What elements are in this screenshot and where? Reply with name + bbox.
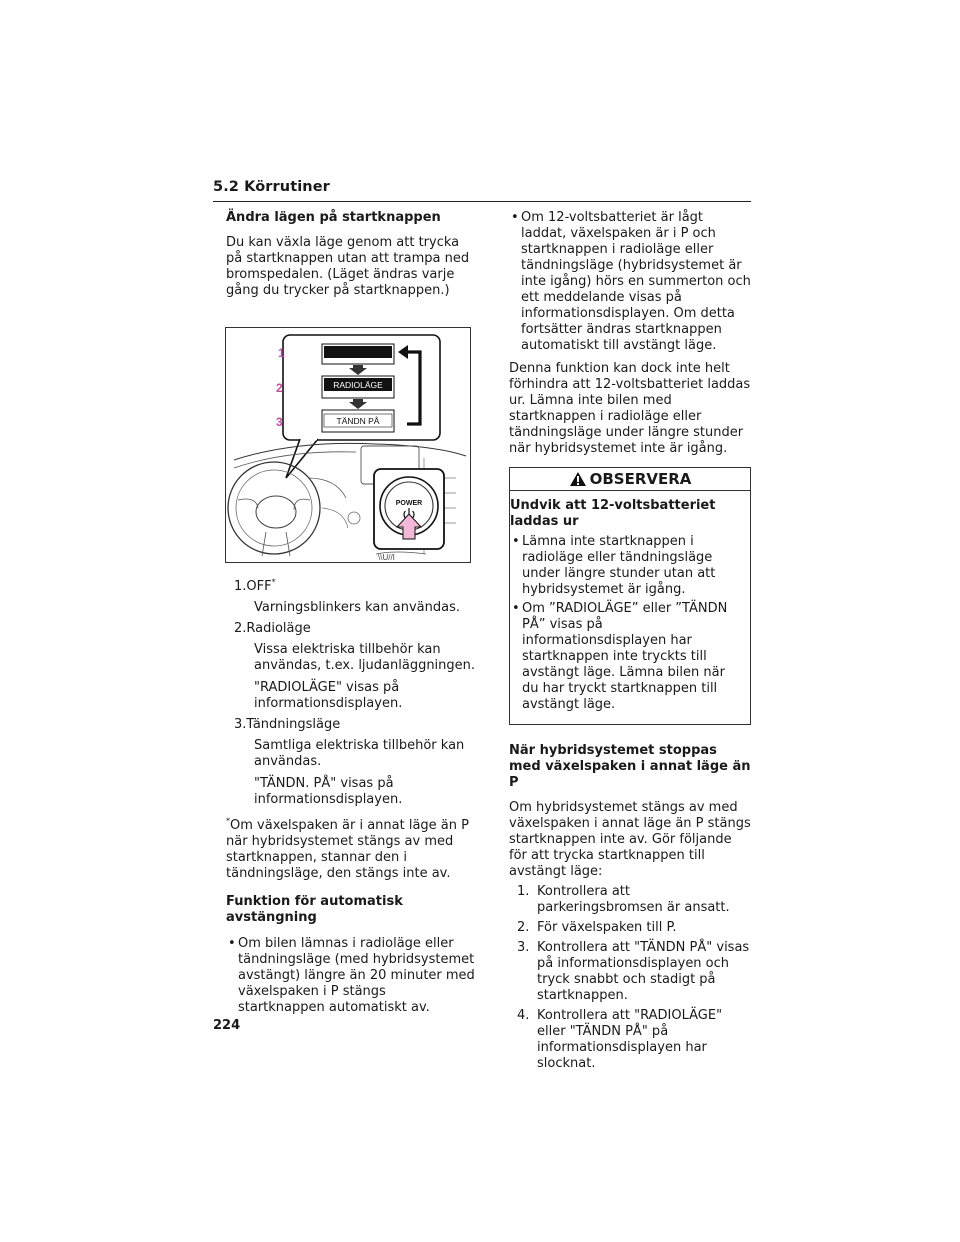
notice-bullet: • Lämna inte startknappen i radioläge eller tändningsläge under längre stunder utan att hybridsystemet är igång. bbox=[510, 534, 744, 598]
label-1: 1 bbox=[278, 346, 285, 360]
warning-icon bbox=[569, 471, 587, 487]
svg-text:\\U//I: \\U//I bbox=[378, 553, 395, 562]
notice-header bbox=[510, 468, 750, 491]
paragraph: Denna funktion kan dock inte helt förhindra att 12-voltsbatteriet laddas ur. Lämna inte bilen med startknappen i radioläge eller tändningsläge under längre stunder när hybridsystemet inte är igång. bbox=[509, 361, 751, 456]
subheading-auto-off: Funktion för automatisk avstängning bbox=[226, 894, 403, 925]
notice-bullet: • Om ”RADIOLÄGE” eller ”TÄNDN PÅ” visas på informationsdisplayen har startknappen inte tryckts till avstängt läge. Lämna bilen när du har tryckt startknappen till avstängt läge. bbox=[510, 601, 744, 713]
step-item: 2. För växelspaken till P. bbox=[517, 920, 677, 935]
subheading-shift-not-p: När hybridsystemet stoppas med växelspaken i annat läge än P bbox=[509, 743, 751, 790]
notice-heading: Undvik att 12-voltsbatteriet laddas ur bbox=[510, 498, 716, 529]
step-item: 3. Kontrollera att "TÄNDN PÅ" visas på informationsdisplayen och tryck snabbt och stadigt på startknappen. bbox=[517, 940, 750, 1003]
intro-paragraph: Du kan växla läge genom att trycka på startknappen utan att trampa ned bromspedalen. (Läget ändras varje gång du trycker på startknappen.) bbox=[226, 235, 470, 298]
mode-list bbox=[226, 579, 476, 808]
screen-ign-text: TÄNDN PÅ bbox=[336, 416, 380, 426]
screen-off bbox=[324, 346, 392, 358]
illustration-svg bbox=[226, 328, 470, 562]
notice-body bbox=[510, 491, 750, 724]
section-header: 5.2 Körrutiner bbox=[213, 179, 751, 202]
footnote: *Om växelspaken är i annat läge än P när hybridsystemet stängs av med startknappen, stannar den i tändningsläge, den stängs inte av. bbox=[226, 816, 469, 881]
left-column bbox=[226, 210, 476, 1023]
notice-title: OBSERVERA bbox=[589, 470, 692, 488]
bullet-item: • Om 12-voltsbatteriet är lågt laddat, växelspaken är i P och startknappen i radioläge eller tändningsläge (hybridsystemet är inte igång) hörs en summerton och ett meddelande visas på informationsdisplayen. Om detta fortsätter ändras startknappen automatiskt till avstängt läge. bbox=[509, 210, 751, 354]
section-heading: Ändra lägen på startknappen bbox=[226, 210, 441, 225]
start-button-illustration bbox=[225, 327, 471, 563]
bullet-item: • Om bilen lämnas i radioläge eller tändningsläge (med hybridsystemet avstängt) längre än 20 minuter med växelspaken i P stängs startknappen automatiskt av. bbox=[226, 936, 476, 1016]
mode-item-off: 1.OFF* Varningsblinkers kan användas. bbox=[234, 577, 460, 615]
label-3: 3 bbox=[276, 415, 283, 429]
step-item: 4. Kontrollera att "RADIOLÄGE" eller "TÄNDN PÅ" på informationsdisplayen har slocknat. bbox=[517, 1008, 723, 1071]
power-button-label: POWER bbox=[395, 500, 423, 507]
page-number: 224 bbox=[213, 1018, 241, 1033]
notice-box bbox=[509, 467, 751, 725]
screen-radio-text: RADIOLÄGE bbox=[333, 380, 383, 390]
step-item: 1. Kontrollera att parkeringsbromsen är ansatt. bbox=[517, 884, 730, 915]
right-column bbox=[509, 210, 751, 1076]
label-2: 2 bbox=[276, 381, 283, 395]
steps-list bbox=[509, 884, 751, 1072]
mode-item-ignition: 3.Tändningsläge Samtliga elektriska tillbehör kan användas. "TÄNDN. PÅ" visas på informationsdisplayen. bbox=[234, 717, 465, 807]
paragraph: Om hybridsystemet stängs av med växelspaken i annat läge än P stängs startknappen inte av. Gör följande för att trycka startknappen till avstängt läge: bbox=[509, 800, 751, 879]
mode-item-radio: 2.Radioläge Vissa elektriska tillbehör kan användas, t.ex. ljudanläggningen. "RADIOLÄGE" visas på informationsdisplayen. bbox=[234, 621, 476, 711]
